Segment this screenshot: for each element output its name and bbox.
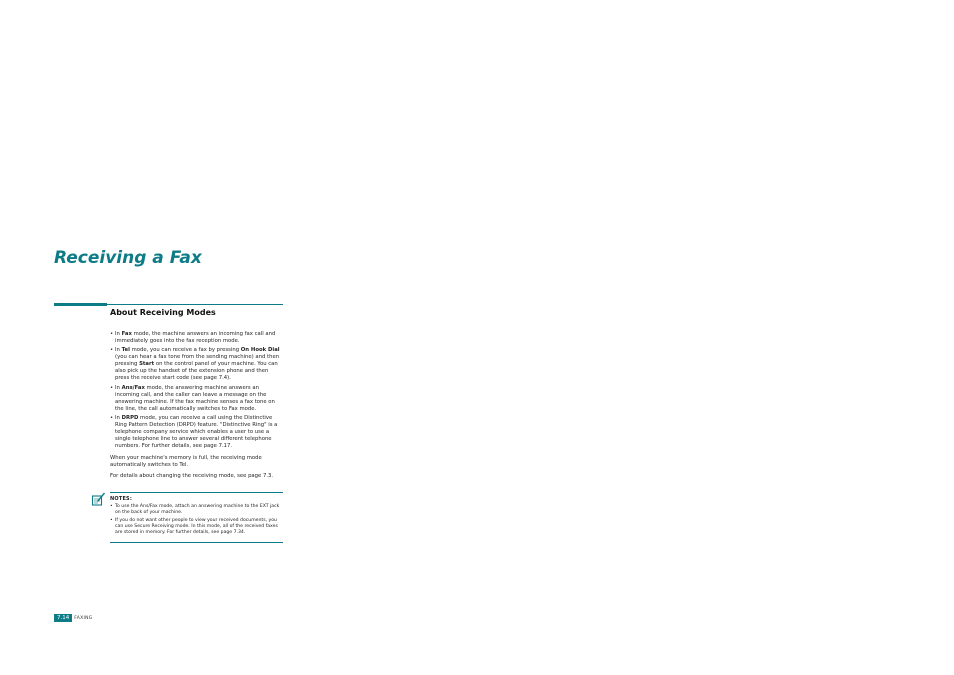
list-item: • In Ans/Fax mode, the answering machine answers an incoming call, and the caller can leave a message on the answering machine. If the fax machine senses a fax tone on the line, the call automatically switches to Fax mode.: [110, 385, 282, 413]
note-item: • If you do not want other people to view your received documents, you can use Secure Receiving mode. In this mode, all of the received faxes are stored in memory. For further details, see page 7.34.: [110, 518, 283, 536]
section-body: [110, 331, 282, 484]
notes-title: NOTES:: [110, 496, 133, 502]
page-title: Receiving a Fax: [54, 248, 202, 268]
page-number: 7.14: [54, 614, 72, 622]
note-pencil-icon: [90, 491, 106, 507]
memory-full-paragraph: When your machine's memory is full, the receiving mode automatically switches to Tel.: [110, 455, 262, 469]
change-mode-paragraph: For details about changing the receiving mode, see page 7.3.: [110, 473, 274, 480]
section-heading: About Receiving Modes: [110, 308, 216, 317]
chapter-name: FAXING: [74, 615, 93, 621]
notes-box: [110, 492, 283, 543]
list-item: • In DRPD mode, you can receive a call using the Distinctive Ring Pattern Detection (DRPD) feature. "Distinctive Ring" is a telephone company service which enables a user to use a single telephone line to answer several different telephone numbers. For further details, see page 7.17.: [110, 415, 282, 450]
note-item: • To use the Ans/Fax mode, attach an answering machine to the EXT jack on the back of your machine.: [110, 504, 283, 516]
section-divider-accent: [54, 303, 107, 306]
list-item: • In Tel mode, you can receive a fax by pressing On Hook Dial (you can hear a fax tone from the sending machine) and then pressing Start on the control panel of your machine. You can also pick up the handset of the extension phone and then press the receive start code (see page 7.4).: [110, 347, 282, 382]
receiving-modes-list: [110, 331, 282, 450]
notes-list: [110, 504, 283, 536]
page-footer: [54, 614, 93, 622]
section-divider: [54, 304, 283, 305]
list-item: • In Fax mode, the machine answers an incoming fax call and immediately goes into the fax reception mode.: [110, 331, 282, 345]
